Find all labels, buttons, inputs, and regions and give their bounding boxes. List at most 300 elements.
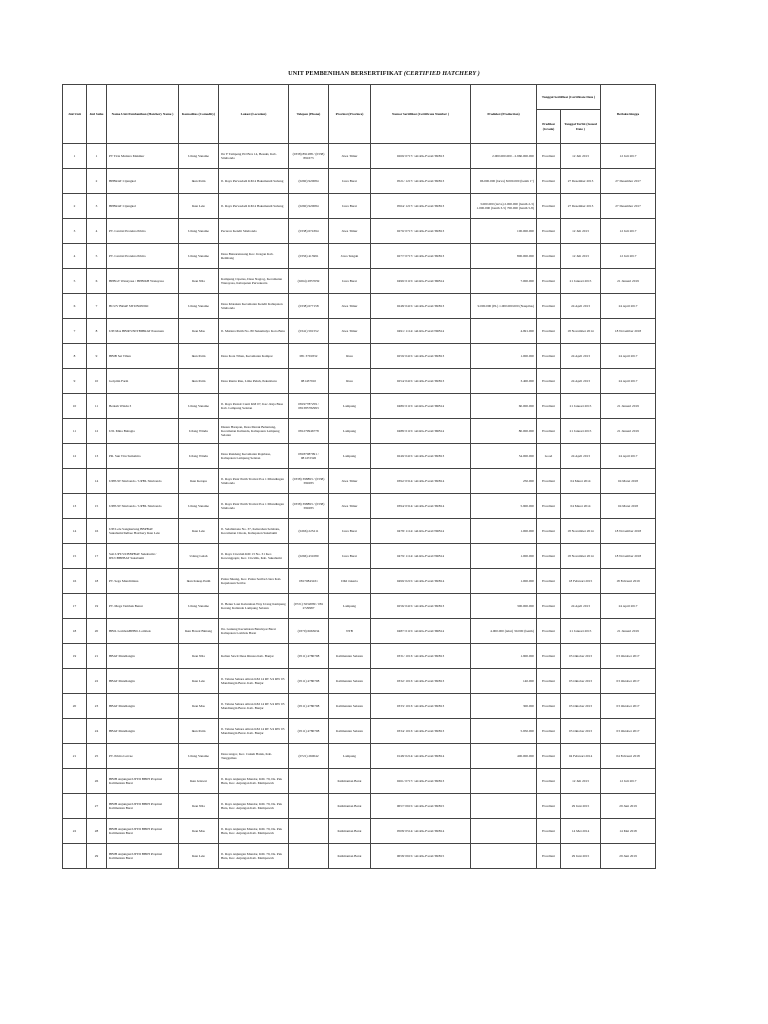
table-row <box>63 344 656 369</box>
phone-cell: (0511) 4780798 <box>289 719 329 744</box>
phone-cell: (0511) 4780798 <box>289 669 329 694</box>
production-cell: 300.000 <box>471 694 537 719</box>
issued-date-cell: 21 Januari 2015 <box>561 394 601 419</box>
valid-until-cell: 14 Mei 2018 <box>601 819 656 844</box>
header-commodity: Komoditas (Comodity) <box>179 85 219 144</box>
phone-cell: (0338) 398893 / (0338) 399283 <box>289 469 329 494</box>
table-row <box>63 394 656 419</box>
unit-number-cell: 9 <box>63 369 87 394</box>
certificate-number-cell: 0333/ 1013/ /ALRG-F/eral/TRB13 <box>371 694 471 719</box>
phone-cell: (0260) 920084 <box>289 194 329 219</box>
table-row <box>63 594 656 619</box>
province-cell: Jawa Barat <box>329 194 371 219</box>
grade-cell: Excellent <box>537 469 561 494</box>
row-number-cell: 1 <box>87 144 107 169</box>
table-row <box>63 669 656 694</box>
location-cell: Pecaron Kendit Situbondo <box>219 219 289 244</box>
row-number-cell: 12 <box>87 419 107 444</box>
grade-cell: Excellent <box>537 294 561 319</box>
table-row <box>63 644 656 669</box>
hatchery-name-cell: UPI Mas BBIP/UNITBIBRAT Pasuruan <box>107 319 179 344</box>
grade-cell: Excellent <box>537 844 561 869</box>
valid-until-cell: 12 Juli 2017 <box>601 144 656 169</box>
commodity-cell: Udang Vaname <box>179 744 219 769</box>
commodity-cell: Ikan Patin <box>179 169 219 194</box>
province-cell: Riau <box>329 344 371 369</box>
certificate-number-cell: 0657/ 0615/ /ALRG-F/eral/TRB15 <box>371 794 471 819</box>
table-row <box>63 419 656 444</box>
table-row <box>63 469 656 494</box>
issued-date-cell: 14 Mei 2014 <box>561 819 601 844</box>
unit-number-cell: 20 <box>63 694 87 719</box>
row-number-cell: 14 <box>87 469 107 494</box>
production-cell: 250.000 <box>471 469 537 494</box>
location-cell: Jln. Gunung Kecamatan Batulayar Barat Kabupaten Lombok Barat <box>219 619 289 644</box>
hatchery-name-cell: Sub UPT/UCBBPBAT Sukabumi / IPUCBBPBAT Sukabumi <box>107 544 179 569</box>
table-row <box>63 519 656 544</box>
grade-cell: Excellent <box>537 244 561 269</box>
certificate-number-cell: 0491/ 1114/ /ALRG-F/eral/TRB14 <box>371 319 471 344</box>
row-number-cell: 10 <box>87 369 107 394</box>
location-cell: Jl. Raya Anjungan Mandor, KM. 79, Ds. Pak Buta, Kec. Anjungan Kab. Mempawah <box>219 844 289 869</box>
location-cell: Jl. Raya Pasir Putih Tromol Pos 1 Mlandingan Situbondo <box>219 494 289 519</box>
hatchery-name-cell: Berkah Windu 3 <box>107 394 179 419</box>
row-number-cell: 13 <box>87 444 107 469</box>
row-number-cell: 4 <box>87 219 107 244</box>
province-cell: DKI Jakarta <box>329 569 371 594</box>
table-row <box>63 244 656 269</box>
commodity-cell: Udang Windu <box>179 444 219 469</box>
title-text: UNIT PEMBENIHAN BERSERTIFIKAT <box>288 70 403 77</box>
hatchery-name-cell: BBIL LombokBPBIL Lombok <box>107 619 179 644</box>
certificate-number-cell: 0521/ 1217/ /ALRG-F/eral/TRB13 <box>371 169 471 194</box>
title-italic-text: (CERTIFIED HATCHERY ) <box>403 70 480 77</box>
certificate-number-cell: 0249/ 0415/ /ALRG-F/eral/TRB13 <box>371 444 471 469</box>
unit-number-cell: 12 <box>63 444 87 469</box>
commodity-cell: Ikan Lele <box>179 669 219 694</box>
production-cell: 7.000.000 <box>471 269 537 294</box>
production-cell: 400.000.000 <box>471 744 537 769</box>
phone-cell: (0338) 677158 <box>289 294 329 319</box>
commodity-cell: Ikan Nila <box>179 644 219 669</box>
location-cell: Dusun Harapan, Desa Merak Belantung, Kecamatan Kalianda, Kabupaten Lampung Selatan <box>219 419 289 444</box>
certificate-number-cell: 0499/ 0115/ /ALRG-F/eral/TRB14 <box>371 269 471 294</box>
production-cell: 1.000.000 <box>471 519 537 544</box>
commodity-cell: Ikan Patin <box>179 719 219 744</box>
production-cell <box>471 819 537 844</box>
location-cell: Jl. Mutiara Putih No. 80 Sukamulyo Kota Batu <box>219 319 289 344</box>
grade-cell: Excellent <box>537 519 561 544</box>
phone-cell: 08187087091 / 081472326 <box>289 444 329 469</box>
valid-until-cell: 03 Oktober 2017 <box>601 644 656 669</box>
commodity-cell: Ikan Patin <box>179 344 219 369</box>
location-cell: Jl. Raya Anjungan Mandor, KM. 79, Ds. Pak Buta, Kec. Anjungan Kab. Mempawah <box>219 794 289 819</box>
grade-cell: Excellent <box>537 144 561 169</box>
unit-number-cell <box>63 794 87 819</box>
production-cell <box>471 844 537 869</box>
phone-cell: 081 3791832 <box>289 344 329 369</box>
issued-date-cell: 03 Oktober 2013 <box>561 669 601 694</box>
header-phone: Telepon (Phone) <box>289 85 329 144</box>
unit-number-cell: 6 <box>63 294 87 319</box>
production-cell: 96.000.000 (larva) 8.000.000 (benih 1") <box>471 169 537 194</box>
province-cell: Kalimantan Barat <box>329 769 371 794</box>
location-cell: Jl. Taluna Sahara Aliran KM 14 RT 3/4 RW 03 Mandiangin Barat. Kab. Banjar <box>219 719 289 744</box>
row-number-cell: 22 <box>87 669 107 694</box>
hatchery-name-cell: BBIH Anjungan/UPTD BBIH Propinsi Kalimantan Barat <box>107 819 179 844</box>
certificate-number-cell: 0334/ 1013/ /ALRG-F/eral/TRB13 <box>371 719 471 744</box>
unit-number-cell <box>63 669 87 694</box>
unit-number-cell: 1 <box>63 144 87 169</box>
grade-cell: Excellent <box>537 794 561 819</box>
certificate-number-cell: 0256/ 0415/ /ALRG-F/eral/TRB13 <box>371 594 471 619</box>
production-cell: 140.000 <box>471 669 537 694</box>
grade-cell: Excellent <box>537 269 561 294</box>
certificate-number-cell: 0148/ 0214/ /ALRG-F/eral/TRB14 <box>371 744 471 769</box>
hatchery-name-cell: PT Tirta Mutiara Makmur <box>107 144 179 169</box>
issued-date-cell: 29 Juni 2015 <box>561 844 601 869</box>
valid-until-cell: 21 Januari 2019 <box>601 419 656 444</box>
valid-until-cell: 12 Juli 2017 <box>601 219 656 244</box>
province-cell: Riau <box>329 369 371 394</box>
row-number-cell: 25 <box>87 744 107 769</box>
valid-until-cell: 12 Juli 2017 <box>601 244 656 269</box>
table-row <box>63 794 656 819</box>
commodity-cell: Ikan Nila <box>179 794 219 819</box>
document-title <box>0 70 768 77</box>
unit-number-cell: 5 <box>63 269 87 294</box>
table-row <box>63 369 656 394</box>
hatchery-name-cell: PT. Prima Larvae <box>107 744 179 769</box>
row-number-cell: 18 <box>87 569 107 594</box>
province-cell: Lampung <box>329 594 371 619</box>
header-jml-suhu: Jml Suhu <box>87 85 107 144</box>
issued-date-cell: 18 November 2014 <box>561 319 601 344</box>
header-province: Provinsi (Province) <box>329 85 371 144</box>
row-number-cell: 6 <box>87 269 107 294</box>
grade-cell: Excellent <box>537 319 561 344</box>
row-number-cell: 15 <box>87 494 107 519</box>
location-cell: Jl. Benur Laut Kelurahan Way Urang Kampung Kerang Kalianda Lampung Selatan <box>219 594 289 619</box>
commodity-cell: Ikan Nila <box>179 269 219 294</box>
province-cell: Lampung <box>329 744 371 769</box>
row-number-cell: 27 <box>87 794 107 819</box>
table-row <box>63 169 656 194</box>
grade-cell: Excellent <box>537 719 561 744</box>
table-row <box>63 294 656 319</box>
unit-number-cell: 2 <box>63 194 87 219</box>
province-cell: Jawa Timur <box>329 319 371 344</box>
hatchery-name-cell: BBIH Anjungan/UPTD BBIH Propinsi Kalimantan Barat <box>107 794 179 819</box>
grade-cell: Excellent <box>537 619 561 644</box>
hatchery-name-cell: BBAT Mandiangin <box>107 669 179 694</box>
hatchery-name-cell: BBAT Mandiangin <box>107 719 179 744</box>
production-cell: 54.000.000 <box>471 444 537 469</box>
production-cell: 60.000.000 <box>471 394 537 419</box>
unit-number-cell: 18 <box>63 619 87 644</box>
hatchery-name-cell: UD. Mina Bahagia <box>107 419 179 444</box>
row-number-cell: 17 <box>87 544 107 569</box>
phone-cell: 081437910 <box>289 369 329 394</box>
issued-date-cell: 21 Januari 2015 <box>561 619 601 644</box>
valid-until-cell: 18 November 2018 <box>601 519 656 544</box>
certificate-number-cell: 0248/ 0415/ /ALRG-F/eral/TRB13 <box>371 294 471 319</box>
phone-cell: (0721) 260042 <box>289 744 329 769</box>
commodity-cell: Ikan Mas <box>179 694 219 719</box>
province-cell: Kalimantan Selatan <box>329 719 371 744</box>
production-cell: 1.000.000 <box>471 544 537 569</box>
phone-cell: (0338) 398893 / (0338) 399283 <box>289 494 329 519</box>
certificate-number-cell: 0392/ 0314/ /ALRG-F/eral/TRB14 <box>371 469 471 494</box>
province-cell: Jawa Barat <box>329 544 371 569</box>
phone-cell: (0338) 674394 <box>289 219 329 244</box>
issued-date-cell: 04 Maret 2014 <box>561 494 601 519</box>
issued-date-cell: 03 Oktober 2013 <box>561 644 601 669</box>
hatchery-name-cell: UPPUW Situbondo / UPBL Situbondo <box>107 494 179 519</box>
table-row <box>63 219 656 244</box>
province-cell: Jawa Tengah <box>329 244 371 269</box>
location-cell: Jl. Taluna Sahara Aliran KM 14 RT 3/4 RW 03 Mandiangin Barat. Kab. Banjar <box>219 694 289 719</box>
grade-cell: Excellent <box>537 219 561 244</box>
unit-number-cell: 21 <box>63 744 87 769</box>
valid-until-cell: 21 Januari 2019 <box>601 269 656 294</box>
hatchery-name-cell: Golpitin Farm <box>107 369 179 394</box>
valid-until-cell: 27 Desember 2017 <box>601 169 656 194</box>
location-cell: Desa Klatakan Kecamatan Kendit Kabupaten Situbondo <box>219 294 289 319</box>
grade-cell: Excellent <box>537 819 561 844</box>
table-row <box>63 819 656 844</box>
certificate-number-cell: 0331/ 1013/ /ALRG-F/eral/TRB13 <box>371 644 471 669</box>
issued-date-cell: 04 Maret 2014 <box>561 469 601 494</box>
hatchery-name-cell: PT. Central Proteina Prima <box>107 219 179 244</box>
header-production: Produksi (Production) <box>471 85 537 144</box>
province-cell: Jawa Timur <box>329 219 371 244</box>
certificate-number-cell: 0332/ 1013/ /ALRG-F/eral/TRB13 <box>371 669 471 694</box>
commodity-cell: Udang Galah <box>179 544 219 569</box>
commodity-cell: Ikan Kakap Putih <box>179 569 219 594</box>
commodity-cell: Udang Vaname <box>179 244 219 269</box>
hatchery-name-cell: BPBRAT Cijengkol <box>107 169 179 194</box>
header-grade: Predikat (Grade) <box>537 110 561 144</box>
location-cell: Jl. Raya Purwadadi KM 4 Bakamandi Subang <box>219 169 289 194</box>
issued-date-cell: 18 November 2014 <box>561 519 601 544</box>
grade-cell: Excellent <box>537 344 561 369</box>
issued-date-cell: 21 Januari 2015 <box>561 419 601 444</box>
hatchery-name-cell: BBIH Anjungan/UPTD BBIH Propinsi Kalimantan Barat <box>107 844 179 869</box>
grade-cell: Excellent <box>537 644 561 669</box>
unit-number-cell: 19 <box>63 644 87 669</box>
valid-until-cell: 03 Oktober 2017 <box>601 719 656 744</box>
row-number-cell: 5 <box>87 244 107 269</box>
row-number-cell: 28 <box>87 819 107 844</box>
commodity-cell: Ikan Kerapu <box>179 469 219 494</box>
grade-cell: Excellent <box>537 669 561 694</box>
location-cell: Desa Kota Tibun, Kecamatan Kampar <box>219 344 289 369</box>
phone-cell: (0356) 413991 <box>289 244 329 269</box>
certificate-number-cell: 0564/ 1217/ /ALRG-F/eral/TRB13 <box>371 194 471 219</box>
phone-cell: (0721) 5632089 / 081 2729987 <box>289 594 329 619</box>
grade-cell: Excellent <box>537 594 561 619</box>
production-cell: 5.950.000 <box>471 719 537 744</box>
unit-number-cell <box>63 169 87 194</box>
row-number-cell: 21 <box>87 644 107 669</box>
table-body <box>63 144 656 869</box>
location-cell: Desa Batuarutusang Kec. Kragan Kab. Rembang <box>219 244 289 269</box>
row-number-cell: 3 <box>87 194 107 219</box>
phone-cell <box>289 794 329 819</box>
valid-until-cell: 18 November 2018 <box>601 319 656 344</box>
issued-date-cell: 03 Oktober 2013 <box>561 694 601 719</box>
commodity-cell: Ikan Jelawat <box>179 769 219 794</box>
certificate-number-cell: 0489/ 0115/ /ALRG-F/eral/TRB14 <box>371 394 471 419</box>
production-cell: 1.000.000 <box>471 344 537 369</box>
production-cell: 4.000.000 (telur) 30.000 (benih) <box>471 619 537 644</box>
hatchery-name-cell: PT. Central Proteina Prima <box>107 244 179 269</box>
table-header <box>63 85 656 144</box>
row-number-cell: 9 <box>87 344 107 369</box>
table-row <box>63 619 656 644</box>
certificate-number-cell: 0658/ 0615/ /ALRG-F/eral/TRB15 <box>371 844 471 869</box>
phone-cell: 081279946778 <box>289 419 329 444</box>
location-cell: Jl. Raya Pesisir Canti KM 07, Kec. Raja Basa Kab. Lampung Selatan <box>219 394 289 419</box>
phone-cell: (0511) 4780798 <box>289 644 329 669</box>
certificate-number-cell: 0487/ 0115/ /ALRG-F/eral/TRB14 <box>371 619 471 644</box>
location-cell: Kampung Cipetus, Desa Nagrog, Kecamatan Wanayasa, Kabupaten Purwakarta <box>219 269 289 294</box>
location-cell: Jl. Raya Anjungan Mandor, KM. 79, Ds. Pak Buta, Kec. Anjungan Kab. Mempawah <box>219 819 289 844</box>
unit-number-cell: 4 <box>63 244 87 269</box>
valid-until-cell: 29 Juni 2019 <box>601 844 656 869</box>
province-cell: Jawa Timur <box>329 294 371 319</box>
issued-date-cell: 21 Januari 2015 <box>561 269 601 294</box>
commodity-cell: Udang Vaname <box>179 294 219 319</box>
header-location: Lokasi (Location) <box>219 85 289 144</box>
production-cell: 800.000.000 <box>471 244 537 269</box>
commodity-cell: Udang Vaname <box>179 144 219 169</box>
valid-until-cell: 27 Desember 2017 <box>601 194 656 219</box>
commodity-cell: Ikan Lele <box>179 194 219 219</box>
table-row <box>63 269 656 294</box>
certificate-number-cell: 0479/ 1114/ /ALRG-F/eral/TRB14 <box>371 544 471 569</box>
row-number-cell: 8 <box>87 319 107 344</box>
commodity-cell: Ikan Patin <box>179 369 219 394</box>
phone-cell <box>289 819 329 844</box>
certificate-number-cell: 0261/ 0717/ /ALRG-F/eral/TRB13 <box>371 769 471 794</box>
hatchery-name-cell: PT. Sega Mandiriniaa <box>107 569 179 594</box>
province-cell: Jawa Barat <box>329 169 371 194</box>
grade-cell: Excellent <box>537 694 561 719</box>
issued-date-cell: 12 Juli 2013 <box>561 244 601 269</box>
commodity-cell: Ikan Mas <box>179 819 219 844</box>
table-row <box>63 544 656 569</box>
province-cell: Kalimantan Barat <box>329 794 371 819</box>
location-cell: Desa tengor, Kec. Cukuh Balak, Kab. Tanggamus <box>219 744 289 769</box>
certificate-number-cell: 0499/ 0215/ /ALRG-F/eral/TRB14 <box>371 569 471 594</box>
location-cell: Jl. Raya Pasir Putih Tromol Pos 1 Mlandingan Situbondo <box>219 469 289 494</box>
row-number-cell: 24 <box>87 719 107 744</box>
phone-cell <box>289 844 329 869</box>
province-cell: Jawa Timur <box>329 144 371 169</box>
row-number-cell: 2 <box>87 169 107 194</box>
commodity-cell: Ikan Lele <box>179 844 219 869</box>
valid-until-cell: 21 Januari 2019 <box>601 394 656 419</box>
province-cell: Lampung <box>329 419 371 444</box>
grade-cell: Excellent <box>537 169 561 194</box>
commodity-cell: Udang Vaname <box>179 219 219 244</box>
table-row <box>63 494 656 519</box>
hatchery-name-cell: BBAT Mandiangin <box>107 694 179 719</box>
valid-until-cell: 24 April 2017 <box>601 344 656 369</box>
header-certificate-date: Tanggal Sertifikat (Certificate Date ) <box>537 85 601 110</box>
unit-number-cell <box>63 769 87 794</box>
unit-number-cell: 14 <box>63 519 87 544</box>
grade-cell: Excellent <box>537 369 561 394</box>
table-row <box>63 319 656 344</box>
valid-until-cell: 24 April 2017 <box>601 294 656 319</box>
issued-date-cell: 03 Oktober 2013 <box>561 719 601 744</box>
header-certificate-number: Nomor Sertifikat (Certificate Number ) <box>371 85 471 144</box>
grade-cell: Excellent <box>537 544 561 569</box>
table-row <box>63 444 656 469</box>
table-row <box>63 144 656 169</box>
issued-date-cell: 24 April 2013 <box>561 594 601 619</box>
issued-date-cell: 27 Desember 2013 <box>561 169 601 194</box>
location-cell: Desa Rundeng Kecamatan Rajabasa, Kabupaten Lampung Selatan <box>219 444 289 469</box>
unit-number-cell <box>63 469 87 494</box>
valid-until-cell: 18 Februari 2019 <box>601 569 656 594</box>
production-cell: 80.000.000 <box>471 419 537 444</box>
location-cell: Jl. Raya Anjungan Mandor, KM. 79, Ds. Pak Buta, Kec. Anjungan Kab. Mempawah <box>219 769 289 794</box>
grade-cell: Excellent <box>537 394 561 419</box>
issued-date-cell: 24 April 2013 <box>561 369 601 394</box>
location-cell: Kebun Sawit Desa Rinusa Kab. Banjar <box>219 644 289 669</box>
unit-number-cell <box>63 719 87 744</box>
production-cell: 100.000.000 <box>471 219 537 244</box>
issued-date-cell: 29 Juni 2015 <box>561 794 601 819</box>
table-row <box>63 694 656 719</box>
production-cell: 1.900.000 <box>471 644 537 669</box>
unit-number-cell: 8 <box>63 344 87 369</box>
unit-number-cell: 7 <box>63 319 87 344</box>
issued-date-cell: 24 April 2013 <box>561 294 601 319</box>
commodity-cell: Udang Vaname <box>179 594 219 619</box>
location-cell: Jl. Raya Purwadadi KM 4 Bakamandi Subang <box>219 194 289 219</box>
valid-until-cell: 18 November 2018 <box>601 544 656 569</box>
unit-number-cell: 3 <box>63 219 87 244</box>
phone-cell: (0511) 4780798 <box>289 694 329 719</box>
phone-cell: 08197787259 / 081385782993 <box>289 394 329 419</box>
province-cell: Jawa Barat <box>329 269 371 294</box>
row-number-cell: 11 <box>87 394 107 419</box>
production-cell: 3.400.000 <box>471 369 537 394</box>
issued-date-cell: 12 Juli 2013 <box>561 219 601 244</box>
unit-number-cell: 11 <box>63 419 87 444</box>
table-row <box>63 194 656 219</box>
certificate-number-cell: 0277/ 0717/ /ALRG-F/eral/TRB13 <box>371 244 471 269</box>
certificate-number-cell: 0259/ 0415/ /ALRG-F/eral/TRB13 <box>371 344 471 369</box>
header-hatchery-name: Nama Unit Pembenihan (Hatchery Name ) <box>107 85 179 144</box>
issued-date-cell: 24 April 2013 <box>561 444 601 469</box>
hatchery-name-cell: UPI Lele Sangkuriang BBPBAT Sukabumi/Indbee Hatchery Ikan Lele <box>107 519 179 544</box>
issued-date-cell: 04 Februari 2014 <box>561 744 601 769</box>
hatchery-name-cell: BBIH Anjungan/UPTD BBIH Propinsi Kalimantan Barat <box>107 769 179 794</box>
certificate-number-cell: 0488/ 0115/ /ALRG-F/eral/TRB14 <box>371 419 471 444</box>
issued-date-cell: 24 April 2013 <box>561 344 601 369</box>
unit-number-cell: 15 <box>63 544 87 569</box>
phone-cell: (0266) 225211 <box>289 519 329 544</box>
production-cell: 5.900.000 <box>471 494 537 519</box>
valid-until-cell: 04 Februari 2018 <box>601 744 656 769</box>
production-cell: 9.000.000 (PL) 1.000.000.000 (Naupilus) <box>471 294 537 319</box>
